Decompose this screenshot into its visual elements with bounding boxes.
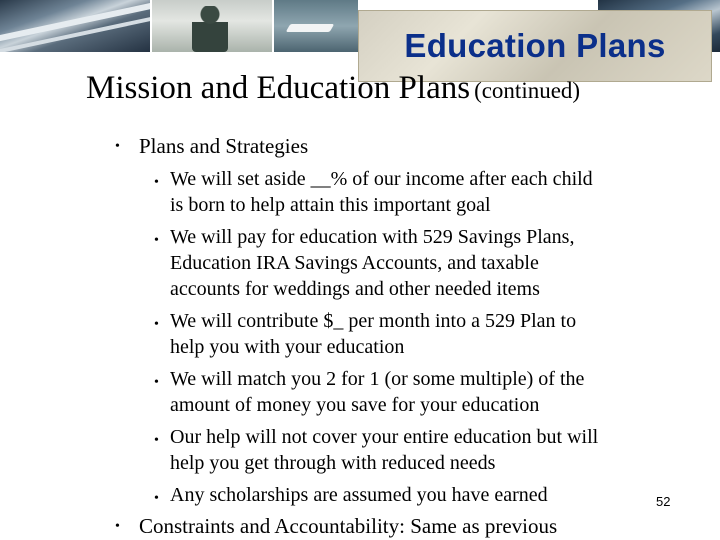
sub-bullet-scholarships <box>154 482 548 508</box>
bullet-line: We will contribute $_ per month into a 529 Plan to <box>170 310 577 332</box>
bullet-line: We will set aside __% of our income after each child <box>170 168 593 190</box>
bullet-line: help you get through with reduced needs <box>170 452 496 474</box>
page-number: 52 <box>656 494 671 509</box>
slide-title-suffix: (continued) <box>474 78 581 103</box>
bullet-line: is born to help attain this important goal <box>170 194 491 216</box>
bullet-marker: • <box>115 139 120 154</box>
slide-title-main: Mission and Education Plans <box>86 70 471 106</box>
banner-title: Education Plans <box>404 27 666 64</box>
bullet-line: amount of money you save for your education <box>170 394 540 416</box>
bullet-marker: • <box>154 491 159 506</box>
section-label: Constraints and Accountability: Same as previous <box>139 514 558 538</box>
section-label: Plans and Strategies <box>139 134 309 158</box>
banner-photo-sky <box>274 0 358 52</box>
bullet-plans-and-strategies <box>115 134 309 159</box>
bullet-marker: • <box>154 175 159 190</box>
sub-bullet-529-plans <box>154 224 575 302</box>
bullet-line: We will pay for education with 529 Savings Plans, <box>170 226 575 248</box>
bullet-line: Any scholarships are assumed you have earned <box>170 484 548 506</box>
banner-photo-building <box>0 0 150 52</box>
bullet-line: Education IRA Savings Accounts, and taxable <box>170 252 539 274</box>
bullet-marker: • <box>154 317 159 332</box>
banner-photo-statue <box>152 0 272 52</box>
sub-bullet-set-aside <box>154 166 593 218</box>
slide-title <box>86 70 580 107</box>
bullet-line: accounts for weddings and other needed items <box>170 278 540 300</box>
bullet-line: help you with your education <box>170 336 405 358</box>
bullet-marker: • <box>154 433 159 448</box>
bullet-marker: • <box>154 375 159 390</box>
sub-bullet-contribute <box>154 308 577 360</box>
bullet-marker: • <box>154 233 159 248</box>
bullet-line: Our help will not cover your entire education but will <box>170 426 599 448</box>
bullet-line: We will match you 2 for 1 (or some multiple) of the <box>170 368 585 390</box>
sub-bullet-match <box>154 366 585 418</box>
bullet-marker: • <box>115 519 120 534</box>
bullet-constraints <box>115 514 558 539</box>
sub-bullet-partial-help <box>154 424 599 476</box>
